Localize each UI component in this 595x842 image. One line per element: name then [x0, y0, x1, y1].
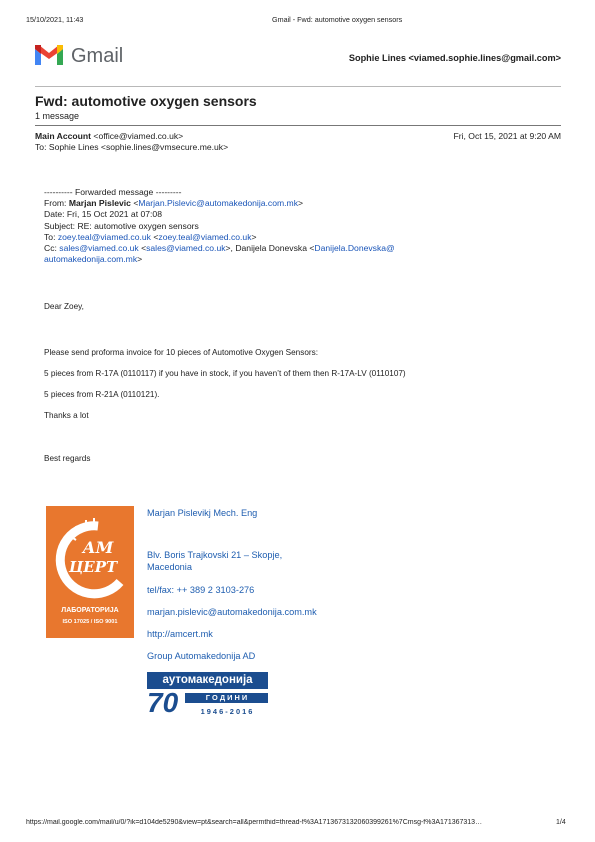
amcert-logo-iso: ISO 17025 / ISO 9001	[62, 619, 118, 625]
forwarded-block	[44, 187, 544, 265]
fwd-from-line: From: Marjan Pislevic <Marjan.Pislevic@automakedonija.com.mk>	[44, 198, 304, 209]
amcert-logo-am: АМ	[82, 538, 114, 557]
automakedonija-logo-name: аутомакедонија	[147, 672, 268, 689]
fwd-cc-email-link-2[interactable]: sales@viamed.co.uk	[146, 243, 226, 254]
fwd-cc-email-link-3[interactable]: Danijela.Donevska@	[314, 243, 395, 254]
thanks: Thanks a lot	[44, 411, 89, 420]
signature-name: Marjan Pislevikj Mech. Eng	[147, 508, 258, 518]
thread-subject: Fwd: automotive oxygen sensors	[35, 93, 257, 109]
fwd-to-email-link[interactable]: zoey.teal@viamed.co.uk	[57, 231, 151, 242]
header-divider	[35, 86, 561, 87]
print-datetime: 15/10/2021, 11:43	[26, 15, 84, 24]
page-number: 1/4	[556, 819, 566, 826]
sender-email[interactable]: <office@viamed.co.uk>	[93, 131, 184, 141]
subject-divider	[35, 125, 561, 126]
print-url: https://mail.google.com/mail/u/0/?ik=d104de5290&view=pt&search=all&permthid=thread-f%3A1713673132060399261%7Cmsg-f%3A171367313…	[26, 819, 483, 826]
automakedonija-logo-70: 70	[147, 687, 179, 718]
forwarded-marker: ---------- Forwarded message ---------	[44, 187, 182, 197]
fwd-from-email-link[interactable]: Marjan.Pislevic@automakedonija.com.mk	[138, 198, 298, 209]
signature-phone: tel/fax: ++ 389 2 3103-276	[147, 585, 255, 595]
body-line-2: 5 pieces from R-17A (0110117) if you have in stock, if you haven’t of them then R-17A-LV (0110107)	[44, 369, 406, 378]
signature-address-2: Macedonia	[147, 562, 192, 572]
amcert-logo	[46, 506, 134, 638]
gmail-wordmark: Gmail	[71, 45, 124, 67]
automakedonija-logo-years: Г О Д И Н И	[185, 693, 268, 703]
fwd-date-line: Date: Fri, 15 Oct 2021 at 07:08	[44, 209, 162, 220]
amcert-logo-cert: ЦЕРТ	[68, 558, 118, 576]
regards: Best regards	[44, 454, 91, 463]
fwd-from-name: Marjan Pislevic	[68, 198, 131, 209]
print-title: Gmail - Fwd: automotive oxygen sensors	[272, 15, 403, 24]
sender-name: Main Account	[35, 131, 92, 141]
fwd-cc-email-link-3-cont[interactable]: automakedonija.com.mk	[44, 254, 138, 265]
greeting: Dear Zoey,	[44, 302, 84, 311]
automakedonija-logo	[147, 672, 268, 718]
body-line-1: Please send proforma invoice for 10 pieces of Automotive Oxygen Sensors:	[44, 348, 318, 357]
fwd-to-line: To: zoey.teal@viamed.co.uk <zoey.teal@viamed.co.uk>	[44, 231, 257, 242]
signature-company: Group Automakedonija AD	[147, 651, 256, 661]
signature-website-link[interactable]: http://amcert.mk	[147, 629, 213, 639]
message-count: 1 message	[35, 111, 80, 121]
fwd-cc-line-cont: automakedonija.com.mk>	[44, 254, 143, 265]
gmail-envelope-icon	[35, 45, 63, 67]
fwd-cc-email-link[interactable]: sales@viamed.co.uk	[59, 243, 139, 254]
body-line-3: 5 pieces from R-21A (0110121).	[44, 390, 160, 399]
gmail-logo[interactable]	[35, 45, 63, 72]
fwd-cc-line: Cc: sales@viamed.co.uk <sales@viamed.co.uk>, Danijela Donevska <Danijela.Donevska@	[44, 243, 395, 254]
account-label: Sophie Lines <viamed.sophie.lines@gmail.com>	[348, 53, 561, 63]
automakedonija-logo-range: 1 9 4 6 - 2 0 1 6	[200, 707, 253, 716]
fwd-subject-line: Subject: RE: automotive oxygen sensors	[44, 220, 199, 231]
amcert-logo-lab: ЛАБОРАТОРИЈА	[61, 607, 119, 614]
signature-email-link[interactable]: marjan.pislevic@automakedonija.com.mk	[147, 607, 317, 617]
fwd-to-email-link-2[interactable]: zoey.teal@viamed.co.uk	[158, 231, 252, 242]
sender-line	[35, 131, 183, 142]
message-date: Fri, Oct 15, 2021 at 9:20 AM	[453, 131, 561, 141]
signature-address-1: Blv. Boris Trajkovski 21 – Skopje,	[147, 550, 283, 560]
to-line: To: Sophie Lines <sophie.lines@vmsecure.me.uk>	[35, 142, 229, 152]
